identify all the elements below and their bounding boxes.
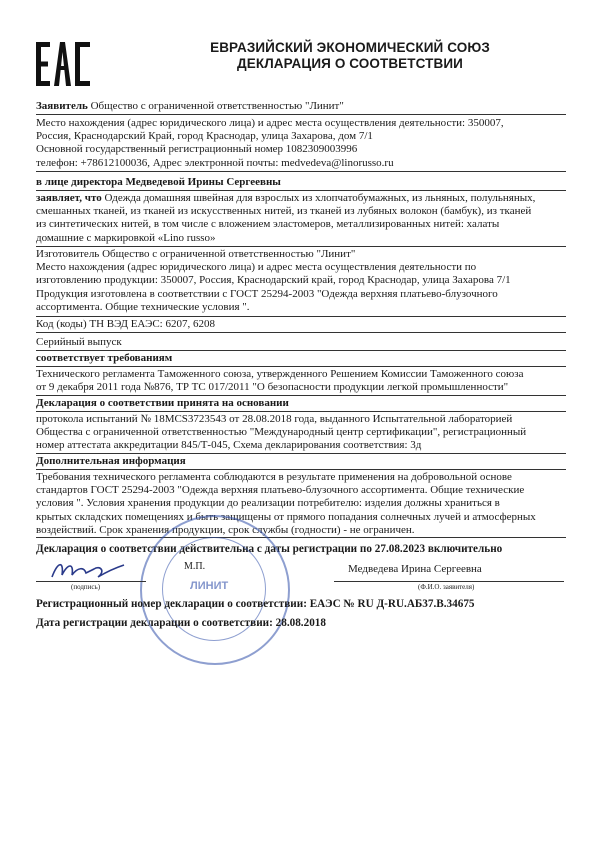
declares-line-1 — [36, 192, 566, 205]
signature-caption: (подпись) — [71, 583, 101, 591]
validity-text: Декларация о соответствии действительна с даты регистрации по 27.08.2023 включительно — [36, 543, 503, 555]
declares-line-3: из синтетических нитей, в том числе с вложением эластомеров, металлизированных нитей: халаты — [36, 218, 500, 231]
basis-block — [36, 397, 566, 410]
manufacturer-block — [36, 248, 566, 314]
signature-scribble — [48, 557, 128, 583]
additional-line-3: условия ". Условия хранения продукции до реализации потребителю: изделия должны храниться в — [36, 497, 500, 510]
tnved-code: Код (коды) ТН ВЭД ЕАЭС: 6207, 6208 — [36, 318, 215, 330]
basis-label: Декларация о соответствии принята на основании — [36, 397, 289, 409]
divider — [36, 411, 566, 412]
declares-text-1: Одежда домашняя швейная для взрослых из хлопчатобумажных, из льняных, полульняных, — [104, 192, 536, 204]
basis-line-2: Общества с ограниченной ответственностью "Международный центр сертификации", регистрационный — [36, 426, 527, 439]
declares-line-2: смешанных тканей, из тканей из искусственных нитей, из тканей из лубяных волокон (бамбук), из тканей — [36, 205, 532, 218]
applicant-block — [36, 100, 566, 113]
registration-date-line — [36, 617, 566, 630]
representative-text: в лице директора Медведевой Ирины Сергеевны — [36, 176, 281, 188]
declares-line-4: домашние с маркировкой «Lino russo» — [36, 231, 216, 244]
registration-number-block — [36, 598, 566, 611]
name-line — [334, 581, 564, 582]
registration-date-label: Дата регистрации декларации о соответствии: — [36, 617, 273, 629]
manufacturer-line-4: Продукция изготовлена в соответствии с ГОСТ 25294-2003 "Одежда верхняя платьево-блузочного — [36, 287, 498, 300]
divider — [36, 395, 566, 396]
requirements-line-1: Технического регламента Таможенного союза, утвержденного Решением Комиссии Таможенного союза — [36, 368, 524, 380]
applicant-address-2: Россия, Краснодарский Край, город Краснодар, улица Захарова, дом 7/1 — [36, 130, 373, 143]
registration-number: ЕАЭС № RU Д-RU.АБ37.В.34675 — [309, 598, 475, 610]
applicant-label: Заявитель — [36, 100, 88, 112]
applicant-ogrn: Основной государственный регистрационный номер 1082309003996 — [36, 143, 358, 156]
declares-label: заявляет, что — [36, 192, 102, 204]
divider — [36, 366, 566, 367]
eac-logo — [34, 40, 92, 88]
name-caption: (Ф.И.О. заявителя) — [418, 583, 475, 591]
registration-date-block — [36, 617, 566, 630]
signatory-name: Медведева Ирина Сергеевна — [348, 563, 482, 575]
requirements-text-block — [36, 368, 566, 394]
signature-line — [36, 581, 146, 582]
registration-number-label: Регистрационный номер декларации о соответствии: — [36, 598, 307, 610]
basis-line-1: протокола испытаний № 18MCS3723543 от 28.08.2018 года, выданного Испытательной лабораторией — [36, 413, 513, 425]
divider — [36, 453, 566, 454]
registration-date: 28.08.2018 — [275, 617, 326, 629]
release-type: Серийный выпуск — [36, 336, 122, 348]
basis-text-block — [36, 413, 566, 453]
representative-block — [36, 176, 566, 189]
requirements-line-2: от 9 декабря 2011 года №876, ТР ТС 017/2011 "О безопасности продукции легкой промышленности" — [36, 381, 509, 394]
additional-block — [36, 455, 566, 468]
divider — [36, 332, 566, 333]
divider — [36, 350, 566, 351]
stamp-text: ЛИНИТ — [190, 580, 229, 592]
divider — [36, 114, 566, 115]
manufacturer-line-1: Изготовитель Общество с ограниченной ответственностью "Линит" — [36, 248, 356, 260]
requirements-block — [36, 352, 566, 365]
divider — [36, 316, 566, 317]
additional-line-4: крытых складских помещениях и быть защищены от прямого попадания солнечных лучей и атмосферных — [36, 510, 536, 523]
release-block — [36, 336, 566, 349]
requirements-label: соответствует требованиям — [36, 352, 173, 364]
additional-label: Дополнительная информация — [36, 455, 186, 467]
additional-line-2: стандартов ГОСТ 25294-2003 "Одежда верхняя платьево-блузочного ассортимента. Общие технические — [36, 484, 525, 497]
codes-block — [36, 318, 566, 331]
manufacturer-line-2: Место нахождения (адрес юридического лица) и адрес места осуществления деятельности по — [36, 261, 477, 274]
applicant-name: Общество с ограниченной ответственностью "Линит" — [90, 100, 344, 112]
divider — [36, 246, 566, 247]
manufacturer-line-5: ассортимента. Общие технические условия ". — [36, 300, 250, 313]
basis-line-3: номер аттестата аккредитации 845/Т-045, Схема декларирования соответствия: 3д — [36, 439, 422, 452]
title-line1: ЕВРАЗИЙСКИЙ ЭКОНОМИЧЕСКИЙ СОЮЗ — [210, 40, 490, 55]
additional-text-block — [36, 471, 566, 537]
title-line2: ДЕКЛАРАЦИЯ О СООТВЕТСТВИИ — [237, 56, 463, 71]
divider — [36, 537, 566, 538]
manufacturer-line-3: изготовлению продукции: 350007, Россия, Краснодарский край, город Краснодар, улица Захарова 7/1 — [36, 274, 511, 287]
divider — [36, 469, 566, 470]
applicant-address-1: Место нахождения (адрес юридического лица) и адрес места осуществления деятельности: 350007, — [36, 117, 504, 129]
registration-number-line — [36, 598, 566, 611]
additional-line-1: Требования технического регламента соблюдаются в результате применения на добровольной основе — [36, 471, 512, 483]
applicant-line — [36, 100, 566, 113]
applicant-contacts: телефон: +78612100036, Адрес электронной почты: medvedeva@linorusso.ru — [36, 156, 394, 169]
additional-line-5: воздействий. Срок хранения продукции, срок службы (годности) - не ограничен. — [36, 523, 415, 536]
applicant-address-block — [36, 117, 566, 170]
document-title — [150, 40, 550, 72]
divider — [36, 190, 566, 191]
declares-block — [36, 192, 566, 245]
mp-mark: М.П. — [184, 561, 206, 572]
divider — [36, 171, 566, 172]
